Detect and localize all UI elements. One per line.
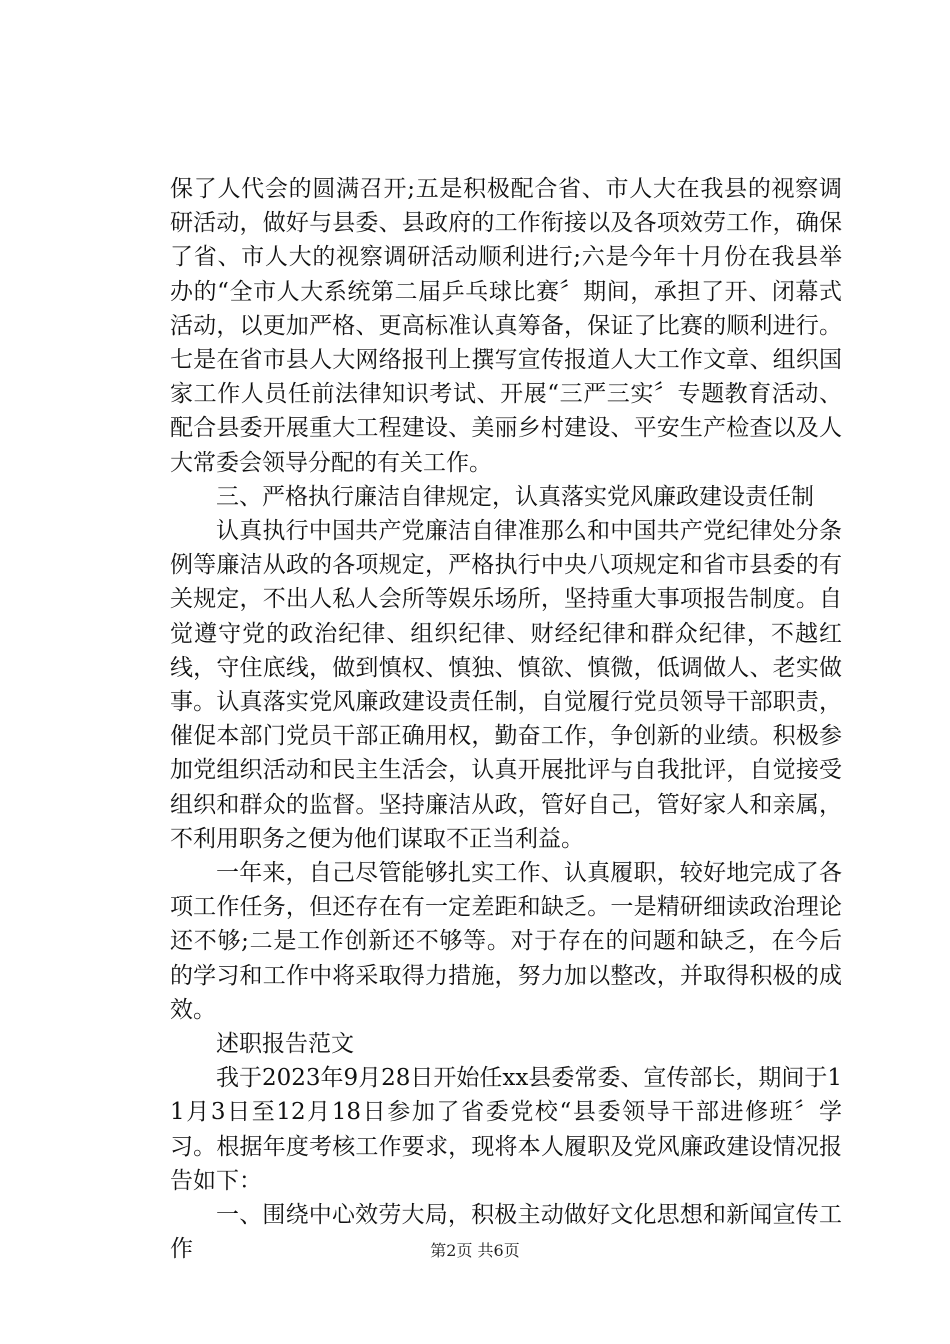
paragraph-integrity: 认真执行中国共产党廉洁自律准那么和中国共产党纪律处分条例等廉洁从政的各项规定，严格执行中央八项规定和省市县委的有关规定，不出人私人会所等娱乐场所，坚持重大事项报告制度。自觉遵守党的政治纪律、组织纪律、财经纪律和群众纪律，不越红线，守住底线，做到慎权、慎独、慎欲、慎微，低调做人、老实做事。认真落实党风廉政建设责任制，自觉履行党员领导干部职责，催促本部门党员干部正确用权，勤奋工作，争创新的业绩。积极参加党组织活动和民主生活会，认真开展批评与自我批评，自觉接受组织和群众的监督。坚持廉洁从政，管好自己，管好家人和亲属，不利用职务之便为他们谋取不正当利益。 xyxy=(170,518,842,852)
report-title: 述职报告范文 xyxy=(216,1031,354,1058)
section-heading-publicity: 一、围绕中心效劳大局，积极主动做好文化思想和新闻宣传工作 xyxy=(170,1202,842,1263)
page-number-footer: 第2页 共6页 xyxy=(430,1241,520,1260)
paragraph-intro: 我于2023年9月28日开始任xx县委常委、宣传部长，期间于11月3日至12月18日参加了省委党校“县委领导干部进修班〞学习。根据年度考核工作要求，现将本人履职及党风廉政建设情况报告如下： xyxy=(170,1065,843,1194)
section-heading-integrity: 三、严格执行廉洁自律规定，认真落实党风廉政建设责任制 xyxy=(216,483,814,510)
paragraph-summary: 一年来，自己尽管能够扎实工作、认真履职，较好地完成了各项工作任务，但还存在有一定差距和缺乏。一是精研细读政治理论还不够;二是工作创新还不够等。对于存在的问题和缺乏，在今后的学习和工作中将采取得力措施，努力加以整改，并取得积极的成效。 xyxy=(170,860,842,1023)
document-body xyxy=(170,172,842,1267)
paragraph-continuation: 保了人代会的圆满召开;五是积极配合省、市人大在我县的视察调研活动，做好与县委、县政府的工作衔接以及各项效劳工作，确保了省、市人大的视察调研活动顺利进行;六是今年十月份在我县举办的“全市人大系统第二届乒乓球比赛〞期间，承担了开、闭幕式活动，以更加严格、更高标准认真筹备，保证了比赛的顺利进行。七是在省市县人大网络报刊上撰写宣传报道人大工作文章、组织国家工作人员任前法律知识考试、开展“三严三实〞专题教育活动、配合县委开展重大工程建设、美丽乡村建设、平安生产检查以及人大常委会领导分配的有关工作。 xyxy=(170,176,842,476)
